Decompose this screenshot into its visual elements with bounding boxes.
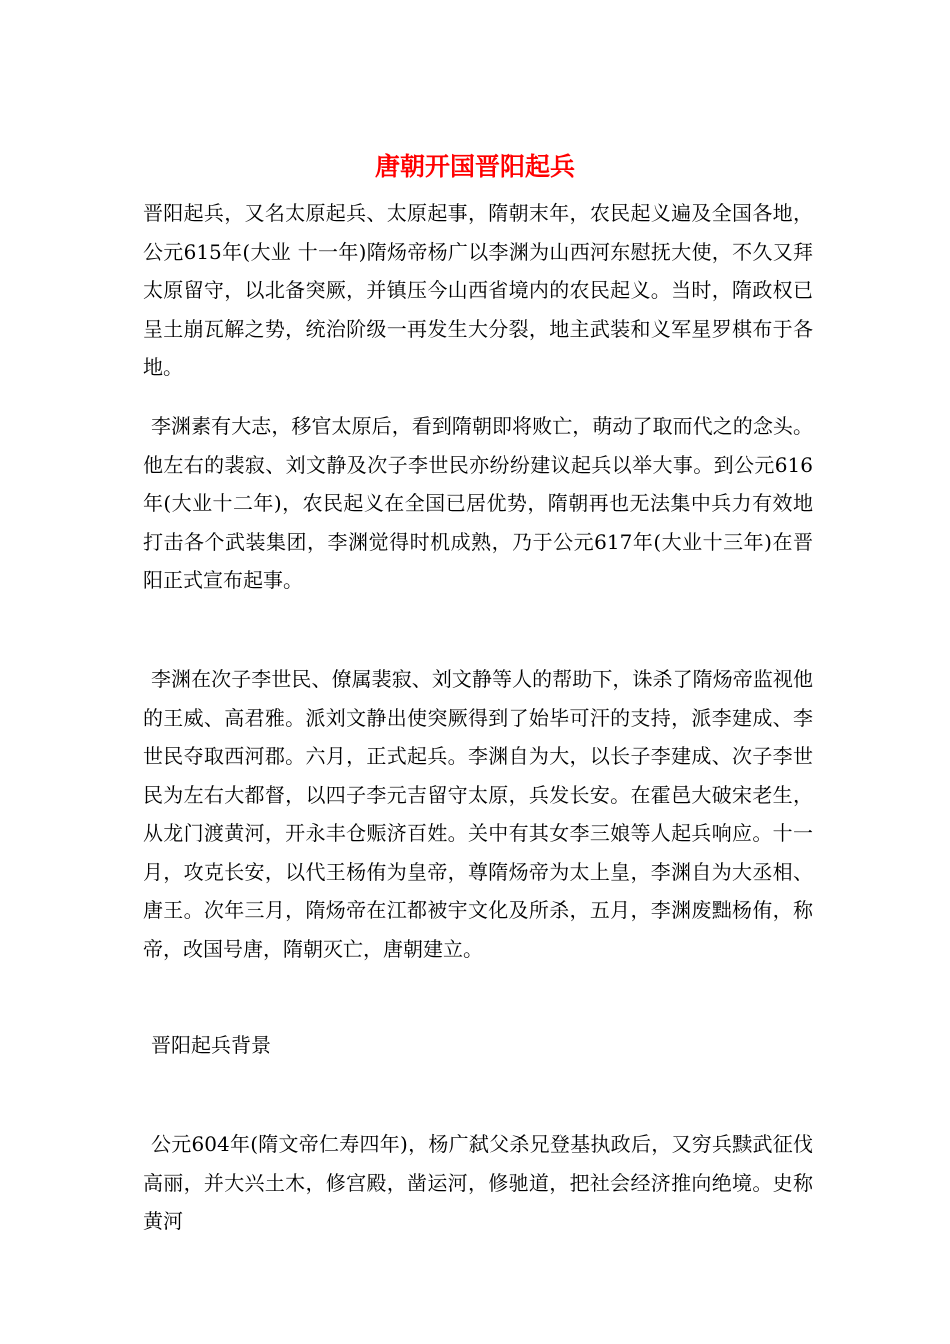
paragraph-intro: 晋阳起兵，又名太原起兵、太原起事，隋朝末年，农民起义遍及全国各地，公元615年(大业 十一年)隋炀帝杨广以李渊为山西河东慰抚大使，不久又拜太原留守，以北备突厥，并镇压今山西省境内的农民起义。当时，隋政权已呈土崩瓦解之势，统治阶级一再发生大分裂，地主武装和义军星罗棋布于各地。 [143, 201, 813, 379]
document-title: 唐朝开国晋阳起兵 [374, 152, 575, 181]
section-heading-background: 晋阳起兵背景 [151, 1033, 271, 1057]
paragraph-background: 公元604年(隋文帝仁寿四年)，杨广弑父杀兄登基执政后，又穷兵黩武征伐高丽，并大兴土木，修宫殿，凿运河，修驰道，把社会经济推向绝境。史称黄河 [143, 1132, 813, 1233]
paragraph-uprising: 李渊在次子李世民、僚属裴寂、刘文静等人的帮助下，诛杀了隋炀帝监视他的王威、高君雅。派刘文静出使突厥得到了始毕可汗的支持，派李建成、李世民夺取西河郡。六月，正式起兵。李渊自为大，以长子李建成、次子李世民为左右大都督，以四子李元吉留守太原，兵发长安。在霍邑大破宋老生，从龙门渡黄河，开永丰仓赈济百姓。关中有其女李三娘等人起兵响应。十一月，攻克长安，以代王杨侑为皇帝，尊隋炀帝为太上皇，李渊自为大丞相、唐王。次年三月，隋炀帝在江都被宇文化及所杀，五月，李渊废黜杨侑，称帝，改国号唐，隋朝灭亡，唐朝建立。 [143, 667, 813, 961]
paragraph-ambition: 李渊素有大志，移官太原后，看到隋朝即将败亡，萌动了取而代之的念头。他左右的裴寂、刘文静及次子李世民亦纷纷建议起兵以举大事。到公元616年(大业十二年)，农民起义在全国已居优势，隋朝再也无法集中兵力有效地打击各个武装集团，李渊觉得时机成熟，乃于公元617年(大业十三年)在晋阳正式宣布起事。 [143, 414, 813, 592]
